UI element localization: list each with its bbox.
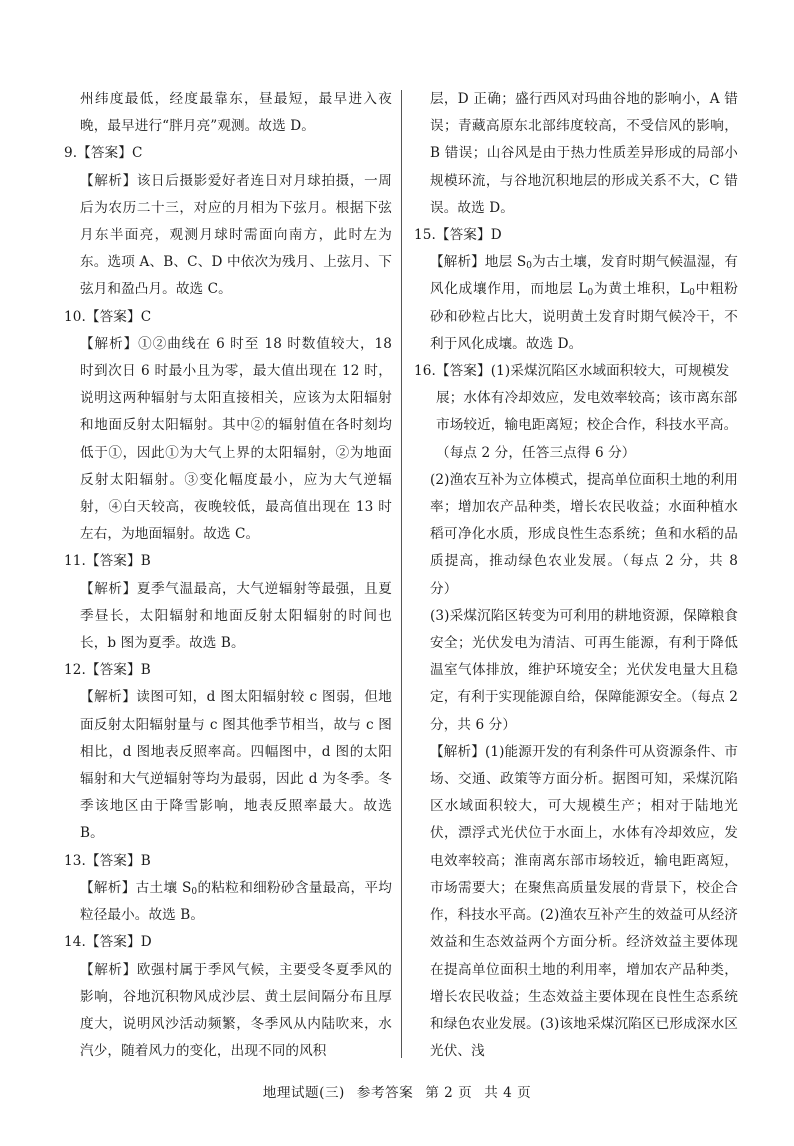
q14-number: 14. — [64, 934, 86, 951]
q9-answer — [64, 140, 392, 167]
footer-doc: 参考答案 — [356, 1085, 414, 1101]
answer-tag: 【答案】 — [77, 145, 132, 162]
q15-text-4: 中粗粉砂和砂粒占比大，说明黄土发育时期气候冷干，不利于风化成壤。故选 D。 — [430, 281, 738, 352]
footer-total: 共 4 页 — [484, 1085, 532, 1101]
q16-answer-part-2: (2)渔农互补为立体模式，提高单位面积土地的利用率；增加农产品种类，增长农民收益；水面种植水稻可净化水质，形成良性生态系统；鱼和水稻的品质提高，推动绿色农业发展。（每点 2 分，共 8 分） — [430, 471, 738, 597]
q16-answer-part-1: (1)采煤沉陷区水域面积较大，可规模发展；水体有冷却效应，发电效率较高；该市离东部市场较近，输电距离短；校企合作，科技水平高。（每点 2 分，任答三点得 6 分） — [436, 363, 738, 461]
left-column — [64, 86, 392, 1065]
subscript: 0 — [526, 261, 533, 272]
column-divider — [401, 90, 402, 1058]
answer-tag: 【答案】 — [435, 363, 491, 380]
q13-number: 13. — [64, 852, 86, 869]
q11-analysis — [64, 576, 392, 658]
q10-answer — [64, 304, 392, 331]
q8-continuation: 州纬度最低，经度最靠东，昼最短，最早进入夜晚，最早进行“胖月亮”观测。故选 D。 — [80, 91, 392, 135]
q10-analysis — [64, 331, 392, 549]
q15-text-2: 为古土壤，发育时期气候温湿，有风化成壤作用，而地层 L — [430, 254, 738, 298]
q14-answer-value: D — [140, 934, 152, 951]
q16-analysis-text: (1)能源开发的有利条件可从资源条件、市场、交通、政策等方面分析。据图可知，采煤沉陷区水域面积较大，可大规模生产；相对于陆地光伏，漂浮式光伏位于水面上，水体有冷却效应，发电效率较高；淮南离东部市场较近，输电距离短，市场需要大；在聚焦高质量发展的背景下，校企合作，科技水平高。(2)渔农互补产生的效益可从经济效益和生态效益两个方面分析。经济效益主要体现在提高单位面积土地的利用率，增加农产品种类，增长农民收益；生态效益主要体现在良性生态系统和绿色农业发展。(3)该地采煤沉陷区已形成深水区光伏、浅 — [430, 743, 738, 1060]
q12-answer-value: B — [140, 662, 151, 679]
q10-number: 10. — [64, 308, 86, 325]
q9-analysis-text: 该日后摄影爱好者连日对月球拍摄，一周后为农历二十三，对应的月相为下弦月。根据下弦月东半面亮，观测月球时需面向南方，此时左为东。选项 A、B、C、D 中依次为残月、上弦月、下弦月和盈凸月。故选 C。 — [80, 172, 392, 298]
subscript: 0 — [587, 288, 594, 299]
q16-answer-part-3: (3)采煤沉陷区转变为可利用的耕地资源，保障粮食安全；光伏发电为清洁、可再生能源，有利于降低温室气体排放，维护环境安全；光伏发电量大且稳定，有利于实现能源自给，保障能源安全。（每点 2 分，共 6 分） — [430, 607, 738, 733]
q12-answer — [64, 657, 392, 684]
q10-answer-value: C — [140, 308, 152, 325]
analysis-tag: 【解析】 — [80, 879, 136, 896]
subscript: 0 — [689, 288, 695, 299]
q14-continuation: 层，D 正确；盛行西风对玛曲谷地的影响小，A 错误；青藏高原东北部纬度较高，不受信风的影响，B 错误；山谷风是由于热力性质差异形成的局部小规模环流，与谷地沉积地层的形成关系不大，C 错误。故选 D。 — [430, 91, 738, 216]
q14-analysis-text: 欧强村属于季风气候，主要受冬夏季风的影响，谷地沉积物风成沙层、黄土层间隔分布且厚度大，说明风沙活动频繁，冬季风从内陆吹来，水汽少，随着风力的变化，出现不同的风积 — [80, 961, 392, 1060]
q9-analysis — [64, 168, 392, 304]
q10-analysis-text: ①②曲线在 6 时至 18 时数值较大，18 时到次日 6 时最小且为零，最大值出现在 12 时，说明这两种辐射与太阳直接相关，应该为太阳辐射和地面反射太阳辐射。其中②的辐射值在各时刻均低于①，因此①为大气上界的太阳辐射，②为地面反射太阳辐射。③变化幅度最小，应为大气逆辐射，④白天较高，夜晚较低，最高值出现在 13 时左右，为地面辐射。故选 C。 — [80, 335, 392, 543]
q16-number: 16. — [414, 363, 436, 380]
q11-answer — [64, 548, 392, 575]
q13-answer — [64, 848, 392, 875]
q13-analysis — [64, 875, 392, 929]
analysis-tag: 【解析】 — [80, 689, 137, 706]
q11-analysis-text: 夏季气温最高，大气逆辐射等最强，且夏季昼长，太阳辐射和地面反射太阳辐射的时间也长，b 图为夏季。故选 B。 — [80, 580, 392, 652]
q13-answer-value: B — [140, 852, 151, 869]
q11-answer-value: B — [140, 553, 151, 570]
answer-tag: 【答案】 — [85, 934, 141, 951]
right-column — [414, 86, 738, 1065]
q15-number: 15. — [414, 227, 436, 244]
answer-tag: 【答案】 — [435, 227, 491, 244]
q9-number: 9. — [64, 145, 78, 162]
q15-analysis — [414, 249, 738, 358]
answer-tag: 【答案】 — [85, 308, 141, 325]
footer-page: 第 2 页 — [425, 1085, 473, 1101]
subscript: 0 — [191, 886, 198, 897]
q11-number: 11. — [64, 553, 86, 570]
analysis-tag: 【解析】 — [80, 961, 137, 978]
page-footer — [0, 1081, 794, 1101]
q13-analysis-text-a: 古土壤 S — [135, 879, 192, 896]
answer-tag: 【答案】 — [85, 553, 141, 570]
analysis-tag: 【解析】 — [80, 172, 137, 189]
q12-number: 12. — [64, 662, 86, 679]
answer-tag: 【答案】 — [85, 852, 141, 869]
analysis-tag: 【解析】 — [80, 335, 139, 352]
q9-answer-value: C — [131, 145, 143, 162]
analysis-tag: 【解析】 — [430, 743, 485, 760]
analysis-tag: 【解析】 — [80, 580, 137, 597]
q13-analysis-text-b: 的粘粒和细粉砂含量最高，平均粒径最小。故选 B。 — [80, 879, 392, 924]
q15-answer-value: D — [490, 227, 502, 244]
q14-analysis — [64, 957, 392, 1066]
q14-answer — [64, 929, 392, 956]
footer-subject: 地理试题(三) — [262, 1085, 345, 1101]
q15-text-1: 地层 S — [484, 254, 527, 271]
answer-tag: 【答案】 — [85, 662, 141, 679]
q15-answer — [414, 222, 738, 249]
q15-text-3: 为黄土堆积，L — [593, 281, 690, 298]
q12-analysis — [64, 684, 392, 847]
q16-analysis — [414, 739, 738, 1065]
analysis-tag: 【解析】 — [430, 254, 485, 271]
q16-answer — [414, 358, 738, 467]
q12-analysis-text: 读图可知，d 图太阳辐射较 c 图弱，但地面反射太阳辐射量与 c 图其他季节相当，故与 c 图相比，d 图地表反照率高。四幅图中，d 图的太阳辐射和大气逆辐射等均为最弱，因此 d 为冬季。冬季该地区由于降雪影响，地表反照率最大。故选 B。 — [80, 689, 392, 842]
